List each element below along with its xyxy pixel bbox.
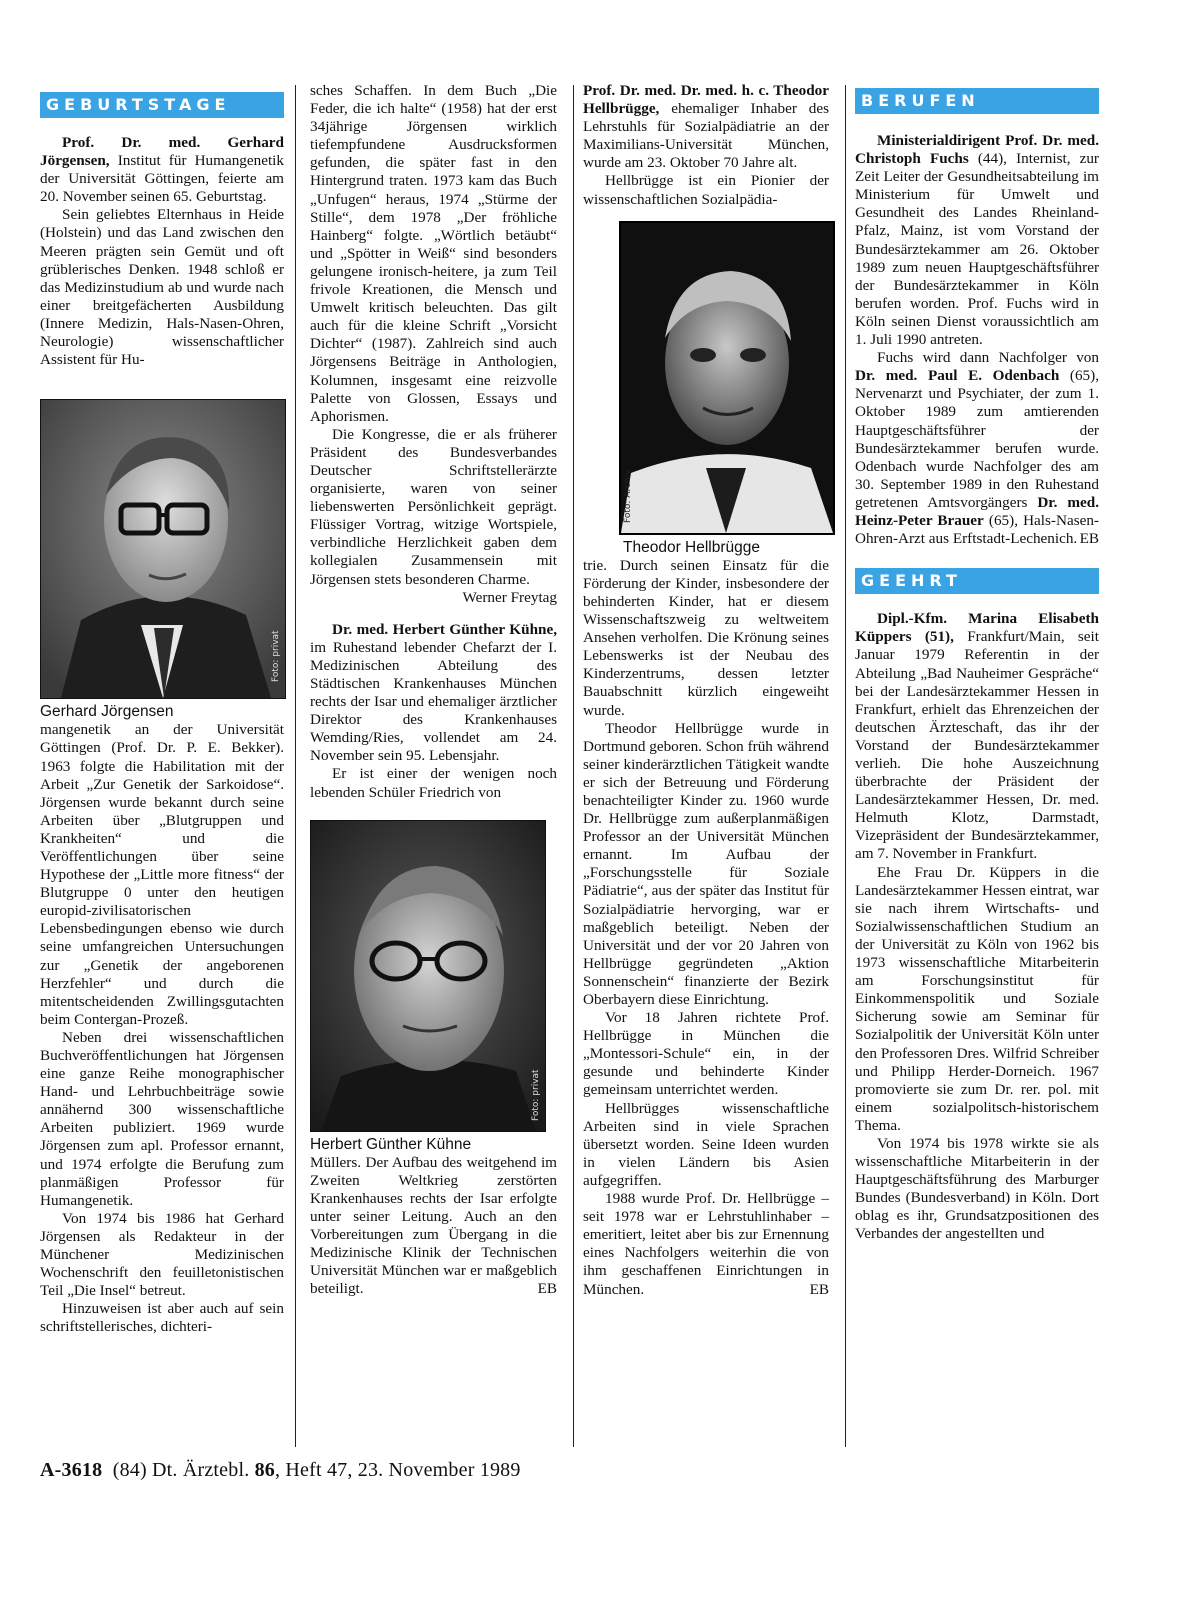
- signature: Werner Freytag: [462, 588, 557, 606]
- signature: EB: [1079, 530, 1099, 548]
- portrait-kuehne-photo: [310, 820, 546, 1132]
- column-separator: [573, 85, 574, 1447]
- page-number: A-3618: [40, 1459, 103, 1481]
- paragraph: mangenetik an der Universität Göttingen (Prof. Dr. P. E. Bekker). 1963 folgte die Habilitation mit der Arbeit „Zur Genetik der Sarkoidose“. Jörgensen wurde bekannt durch seine Arbeiten über „Blutgruppen und Krankheiten“ und die Veröffentlichungen über seine Hypothese der „Little more fitness“ der Blutgruppe 0 unter den heutigen europid-zivilisatorischen Lebensbedingungen ebenso wie durch seine umfangreichen Untersuchungen zur „Genetik der angeborenen Herzfehler“ und durch die mitentscheidenden Zwillingsgutachten beim Contergan-Prozeß.: [40, 721, 284, 1028]
- page-footer: A-3618 (84) Dt. Ärztebl. 86, Heft 47, 23. November 1989: [40, 1459, 521, 1481]
- paragraph: Fuchs wird dann Nachfolger von Dr. med. Paul E. Odenbach (65), Nervenarzt und Psychiater, der zum 1. Oktober 1989 zum amtierenden Hauptgeschäftsführer der Bundesärztekammer berufen wurde. Odenbach wurde Nachfolger des am 30. September 1989 in den Ruhestand getretenen Amtsvorgängers Dr. med. Heinz-Peter Brauer (65), Hals-Nasen-Ohren-Arzt aus Erftstadt-Lechenich.: [855, 349, 1099, 548]
- paragraph: Von 1974 bis 1978 wirkte sie als wissenschaftliche Mitarbeiterin in der Hauptgeschäftsführung des Marburger Bundes (Bundesverband) in Köln. Dort oblag es ihr, Grundsatzpositionen des Verbandes der angestellten und: [855, 1134, 1099, 1243]
- column-2: [310, 82, 557, 1299]
- paragraph: trie. Durch seinen Einsatz für die Förderung der Kinder, insbesondere der behinderten Kinder, hat er diesem Wissenschaftszweig zu weltweitem Ansehen verholfen. Die Krönung seines Lebenswerks ist der Neubau des Kinderzentrums, dessen letzter Bauabschnitt kürzlich eingeweiht wurde.: [583, 556, 829, 719]
- column-separator: [845, 85, 846, 1447]
- photo-credit: Foto: privat: [531, 1069, 541, 1121]
- paragraph: Von 1974 bis 1986 hat Gerhard Jörgensen als Redakteur in der Münchener Medizinischen Wochenschrift den feuilletonistischen Teil „Die Insel“ betreut.: [40, 1209, 284, 1300]
- section-header-geehrt: GEEHRT: [855, 568, 1099, 594]
- paragraph: Hellbrügges wissenschaftliche Arbeiten sind in viele Sprachen übersetzt worden. Seine Ideen wurden in vielen Ländern bis Asien aufgegriffen.: [583, 1099, 829, 1189]
- paragraph: 1988 wurde Prof. Dr. Hellbrügge – seit 1978 war er Lehrstuhlinhaber – emeritiert, leitet aber bis zur Ernennung eines Nachfolgers weiterhin die von ihm geschaffenen Einrichtungen in München. EB: [583, 1190, 829, 1298]
- photo-credit: Foto: privat: [271, 630, 281, 683]
- article-fuchs-lead: Ministerialdirigent Prof. Dr. med. Christoph Fuchs (44), Internist, zur Zeit Leiter der Gesundheitsabteilung im Ministerium für Umwelt und Gesundheit des Landes Rheinland-Pfalz, Mainz, ist vom Vorstand der Bundesärztekammer am 26. Oktober 1989 zum neuen Hauptgeschäftsführer der Bundesärztekammer in Köln berufen worden. Prof. Fuchs wird in Köln seinen Dienst voraussichtlich am 1. Juli 1990 antreten.: [855, 132, 1099, 349]
- article-hellbruegge-lead: Prof. Dr. med. Dr. med. h. c. Theodor Hellbrügge, ehemaliger Inhaber des Lehrstuhls für Sozialpädiatrie an der Maximilians-Universität München, wurde am 23. Oktober 70 Jahre alt.: [583, 82, 829, 172]
- paragraph: Hinzuweisen ist aber auch auf sein schriftstellerisches, dichteri-: [40, 1300, 284, 1336]
- paragraph: Ehe Frau Dr. Küppers in die Landesärztekammer Hessen eintrat, war sie nach ihrem Wirtschafts- und Sozialwissenschaftlichen Studium an der Universität zu Köln von 1962 bis 1973 wissenschaftliche Mitarbeiterin am Forschungsinstitut für Einkommenspolitik und Soziale Sicherung sowie am Seminar für Sozialpolitik der Universität Köln unter den Professoren Dres. Wilfrid Schreiber und Philipp Herder-Dorneich. 1967 promovierte sie zum Dr. rer. pol. mit einem sozialpolitsch-historischem Thema.: [855, 863, 1099, 1134]
- column-1: [40, 92, 284, 1337]
- photo-caption: Herbert Günther Kühne: [310, 1135, 472, 1153]
- column-separator: [295, 85, 296, 1447]
- photo-credit: Foto: Archiv: [623, 469, 633, 523]
- paragraph: Die Kongresse, die er als früherer Präsident des Bundesverbandes Deutscher Schriftstellerärzte organisierte, waren von seiner liebenswerten Persönlichkeit geprägt. Flüssiger Vortrag, witzige Wortspiele, verbindliche Herzlichkeit gaben dem kollegialen Zusammensein mit Jörgensen stets besonderen Charme.: [310, 425, 557, 588]
- portrait-hellbruegge-photo: [619, 221, 835, 535]
- paragraph: Er ist einer der wenigen noch lebenden Schüler Friedrich von: [310, 765, 557, 801]
- portrait-jorgensen-photo: [40, 399, 286, 699]
- article-kuehne-lead: Dr. med. Herbert Günther Kühne, im Ruhestand lebender Chefarzt der I. Medizinischen Abteilung des Städtischen Krankenhauses München rechts der Isar und ehemaliger ärztlicher Direktor des Krankenhauses Wemding/Ries, vollendet am 24. November sein 95. Lebensjahr.: [310, 620, 557, 765]
- photo-caption: Gerhard Jörgensen: [40, 703, 174, 721]
- column-4: [855, 88, 1099, 1244]
- paragraph: Sein geliebtes Elternhaus in Heide (Holstein) und das Land zwischen den Meeren prägten sein Gemüt und oft grüblerisches Denken. 1948 schloß er das Medizinstudium ab und wurde nach einer breitgefächerten Ausbildung (Innere Medizin, Hals-Nasen-Ohren, Neurologie) wissenschaftlicher Assistent für Hu-: [40, 206, 284, 369]
- article-jorgensen-lead: Prof. Dr. med. Gerhard Jörgensen, Institut für Humangenetik der Universität Göttingen, feierte am 20. November seinen 65. Geburtstag.: [40, 134, 284, 206]
- photo-caption: Theodor Hellbrügge: [623, 538, 761, 556]
- paragraph: Neben drei wissenschaftlichen Buchveröffentlichungen hat Jörgensen eine ganze Reihe monographischer Hand- und Lehrbuchbeiträge sowie annähernd 300 wissenschaftliche Arbeiten publiziert. 1969 wurde Jörgensen zum apl. Professor ernannt, und 1974 erfolgte die Berufung zum planmäßigen Professor für Humangenetik.: [40, 1028, 284, 1209]
- paragraph: Vor 18 Jahren richtete Prof. Hellbrügge in München die „Montessori-Schule“ ein, in der gesunde und behinderte Kinder gemeinsam unterrichtet werden.: [583, 1009, 829, 1099]
- article-kueppers-lead: Dipl.-Kfm. Marina Elisabeth Küppers (51), Frankfurt/Main, seit Januar 1979 Referentin in der Abteilung „Bad Nauheimer Gespräche“ bei der Landesärztekammer Hessen in Frankfurt, erhielt das Ehrenzeichen der deutschen Ärzteschaft, das ihr der Vorstand der Bundesärztekammer verlieh. Die hohe Auszeichnung überbrachte der Präsident der Landesärztekammer Hessen, Dr. med. Helmuth Klotz, Darmstadt, Vizepräsident der Bundesärztekammer, am 7. November in Frankfurt.: [855, 610, 1099, 863]
- volume-number: 86: [254, 1459, 276, 1481]
- paragraph: Hellbrügge ist ein Pionier der wissenschaftlichen Sozialpädia-: [583, 172, 829, 208]
- section-header-geburtstage: GEBURTSTAGE: [40, 92, 284, 118]
- paragraph: sches Schaffen. In dem Buch „Die Feder, die ich halte“ (1958) hat der erst 34jährige Jörgensen wirklich tiefempfundene Ausdrucksformen gefunden, die später fast in den Hintergrund traten. 1973 kam das Buch „Unfugen“ heraus, 1974 „Stürme der Stille“, dem 1978 „Der fröhliche Hainberg“ folgte. „Wörtlich betäubt“ und „Spötter in Weiß“ sind besonders gelungene ironisch-heitere, ja zum Teil frivole Kreationen, die Mensch und Umwelt kritisch beleuchten. Das gilt auch für die kleine Schrift „Vorsicht Dichter“ (1987). Zahlreich sind auch Jörgensens Beiträge in Anthologien, Kolumnen, insgesamt eine reizvolle Palette von Glossen, Essays und Aphorismen.: [310, 82, 557, 425]
- paragraph: Theodor Hellbrügge wurde in Dortmund geboren. Schon früh während seiner kinderärztlichen Tätigkeit wandte er sich der Betreuung und Förderung benachteiligter Kinder zu. 1960 wurde Dr. Hellbrügge zum außerplanmäßigen Professor an der Universität München ernannt. Im Aufbau der „Forschungsstelle für Soziale Pädiatrie“, aus der später das Institut für Sozialpädiatrie hervorging, war er maßgeblich beteiligt. Neben der Universität und der vor 20 Jahren von Hellbrügge gegründeten „Aktion Sonnenschein“ finanzierte der Bezirk Oberbayern diese Einrichtung.: [583, 719, 829, 1008]
- column-3: [583, 82, 829, 1299]
- section-header-berufen: BERUFEN: [855, 88, 1099, 114]
- paragraph: Müllers. Der Aufbau des weitgehend im Zweiten Weltkrieg zerstörten Krankenhauses rechts der Isar erfolgte unter seiner Leitung. Auch an den Vorbereitungen zum Übergang in die Medizinische Klinik der Technischen Universität München war er maßgeblich beteiligt. EB: [310, 1153, 557, 1298]
